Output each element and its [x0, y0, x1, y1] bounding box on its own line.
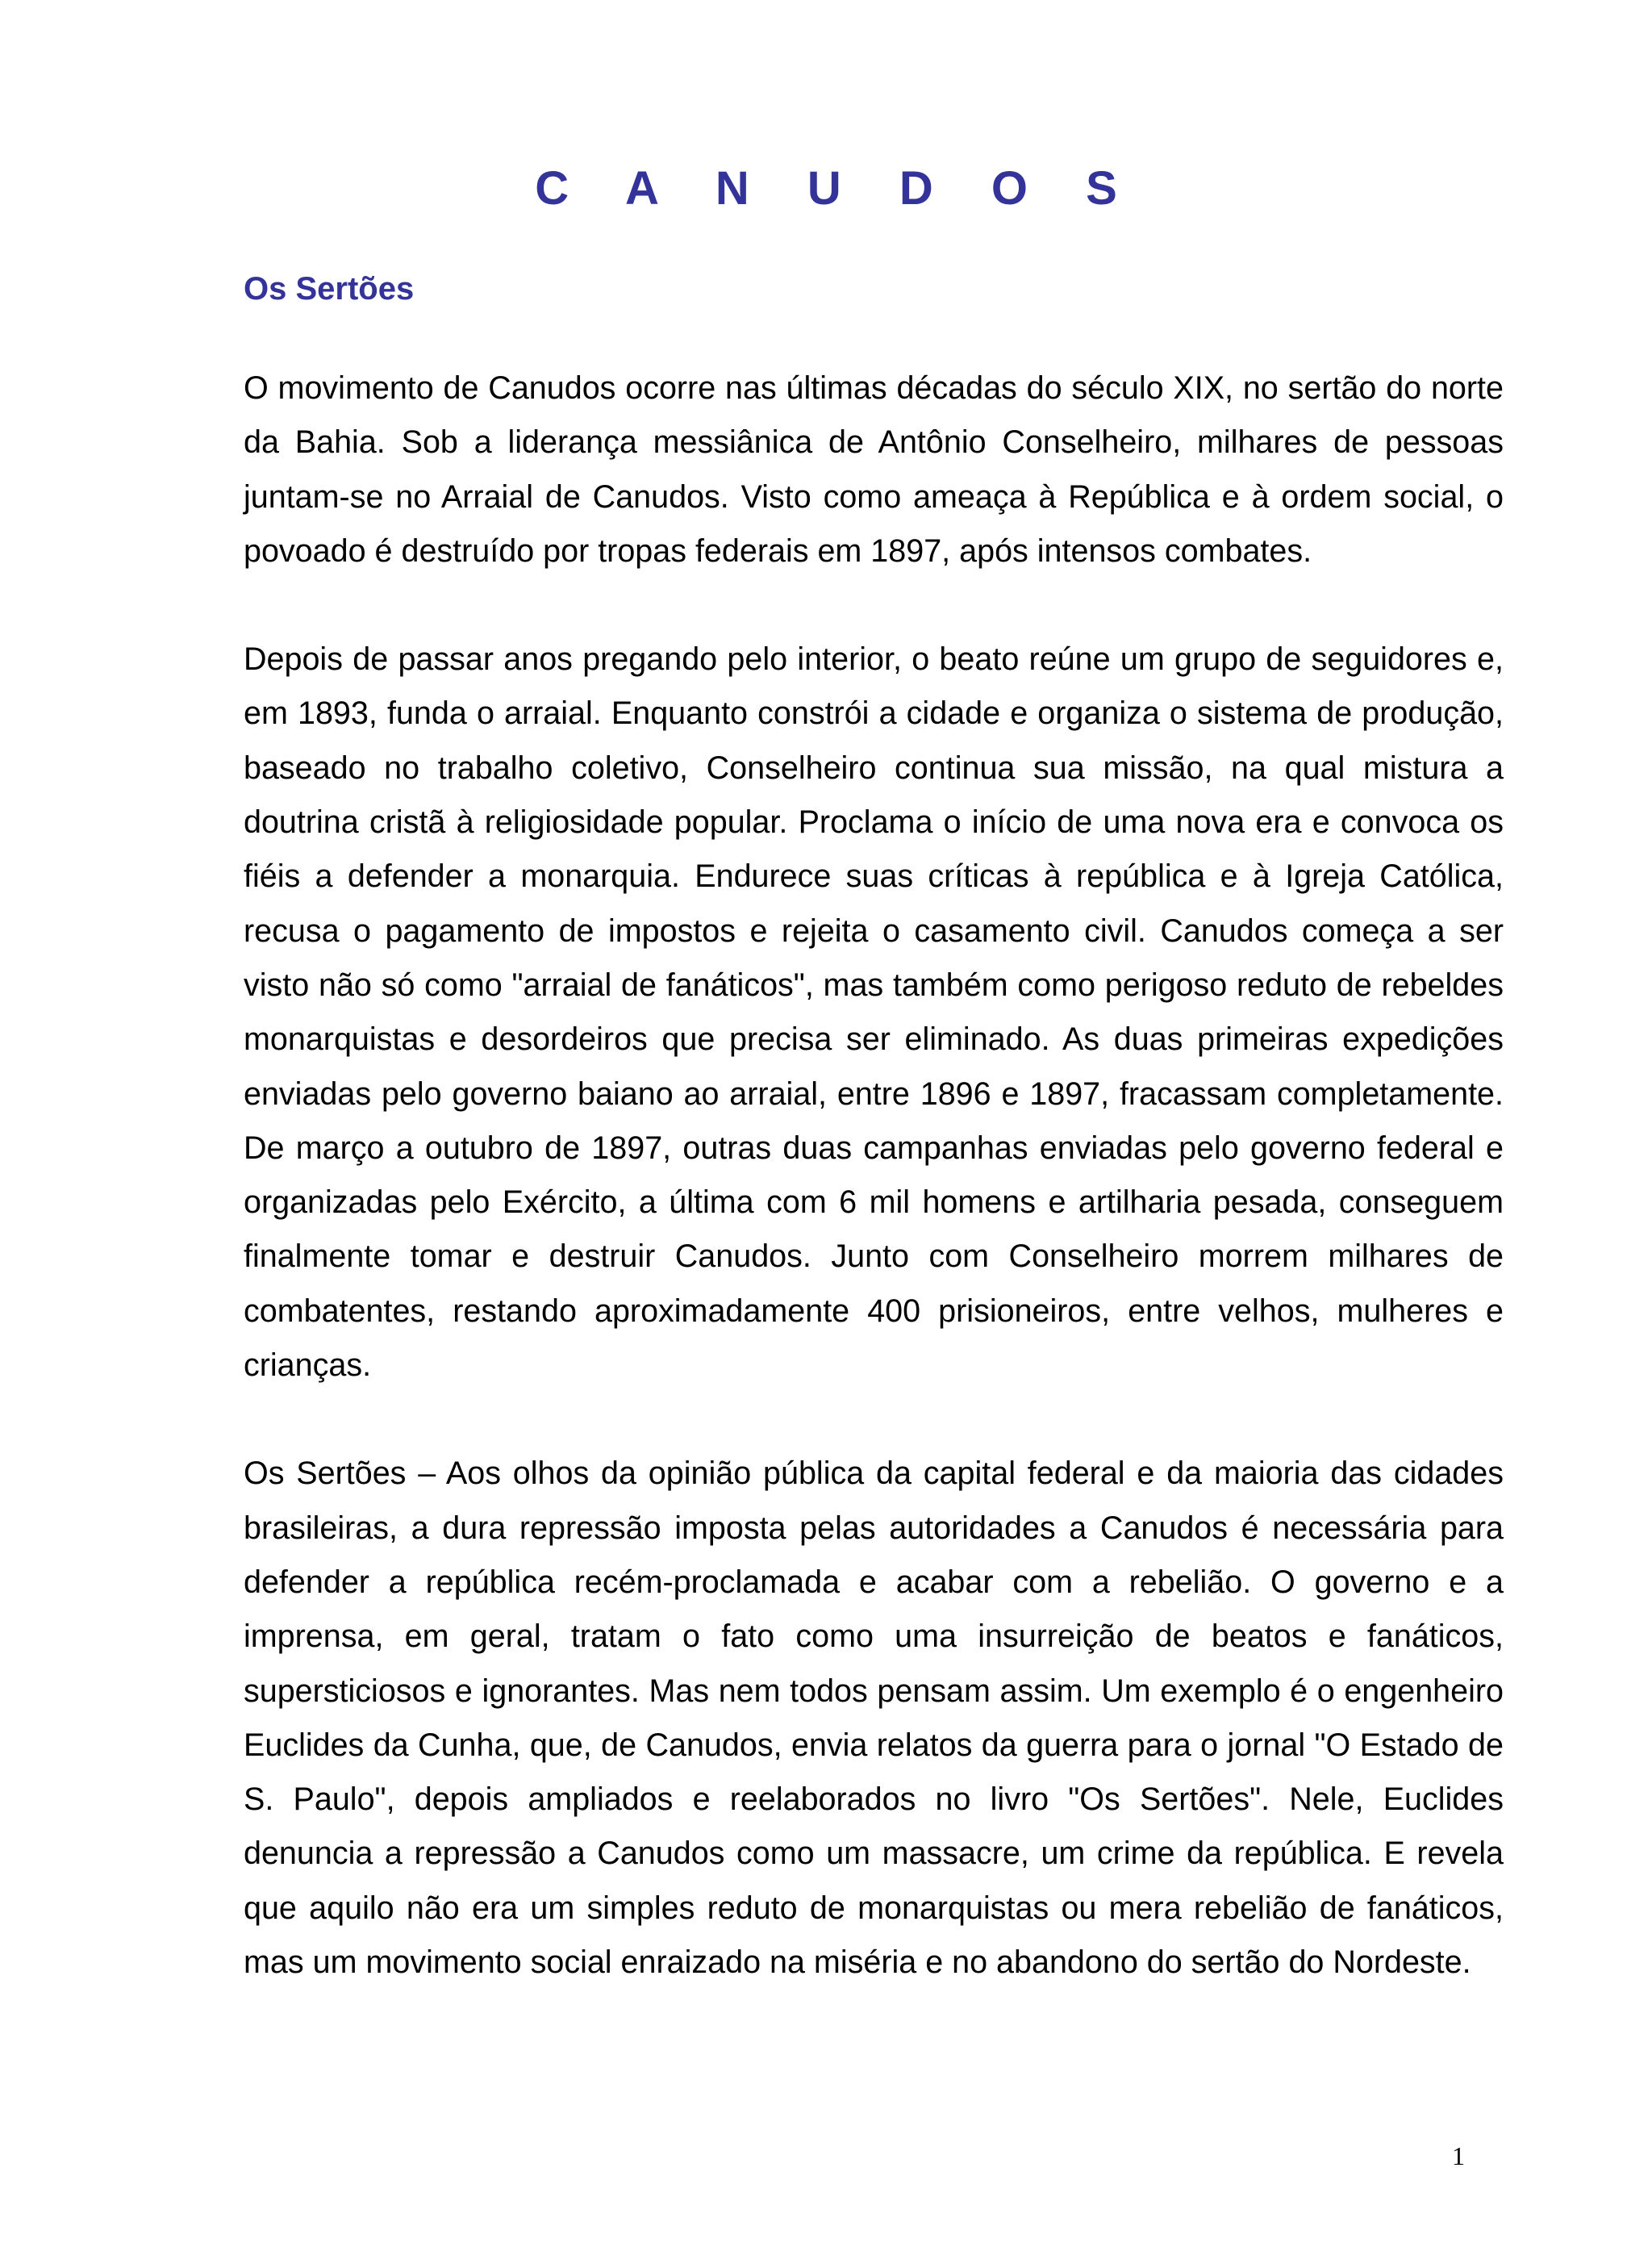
paragraph-os-sertoes: Os Sertões – Aos olhos da opinião pública da capital federal e da maioria das cidades brasileiras, a dura repressão imposta pelas autoridades a Canudos é necessária para defender a república recém-proclamada e acabar com a rebelião. O governo e a imprensa, em geral, tratam o fato como uma insurreição de beatos e fanáticos, supersticiosos e ignorantes. Mas nem todos pensam assim. Um exemplo é o engenheiro Euclides da Cunha, que, de Canudos, envia relatos da guerra para o jornal "O Estado de S. Paulo", depois ampliados e reelaborados no livro "Os Sertões". Nele, Euclides denuncia a repressão a Canudos como um massacre, um crime da república. E revela que aquilo não era um simples reduto de monarquistas ou mera rebelião de fanáticos, mas um movimento social enraizado na miséria e no abandono do sertão do Nordeste. — [244, 1456, 1504, 1981]
document-body — [244, 361, 1504, 2044]
section-heading: Os Sertões — [244, 271, 415, 307]
page-title: C A N U D O S — [535, 162, 1140, 215]
page-number: 1 — [1452, 2141, 1465, 2170]
paragraph-intro: O movimento de Canudos ocorre nas últimas décadas do século XIX, no sertão do norte da Bahia. Sob a liderança messiânica de Antônio Conselheiro, milhares de pessoas juntam-se no Arraial de Canudos. Visto como ameaça à República e à ordem social, o povoado é destruído por tropas federais em 1897, após intensos combates. — [244, 370, 1504, 569]
paragraph-history: Depois de passar anos pregando pelo interior, o beato reúne um grupo de seguidores e, em 1893, funda o arraial. Enquanto constrói a cidade e organiza o sistema de produção, baseado no trabalho coletivo, Conselheiro continua sua missão, na qual mistura a doutrina cristã à religiosidade popular. Proclama o início de uma nova era e convoca os fiéis a defender a monarquia. Endurece suas críticas à república e à Igreja Católica, recusa o pagamento de impostos e rejeita o casamento civil. Canudos começa a ser visto não só como "arraial de fanáticos", mas também como perigoso reduto de rebeldes monarquistas e desordeiros que precisa ser eliminado. As duas primeiras expedições enviadas pelo governo baiano ao arraial, entre 1896 e 1897, fracassam completamente. De março a outubro de 1897, outras duas campanhas enviadas pelo governo federal e organizadas pelo Exército, a última com 6 mil homens e artilharia pesada, conseguem finalmente tomar e destruir Canudos. Junto com Conselheiro morrem milhares de combatentes, restando aproximadamente 400 prisioneiros, entre velhos, mulheres e crianças. — [244, 641, 1504, 1384]
